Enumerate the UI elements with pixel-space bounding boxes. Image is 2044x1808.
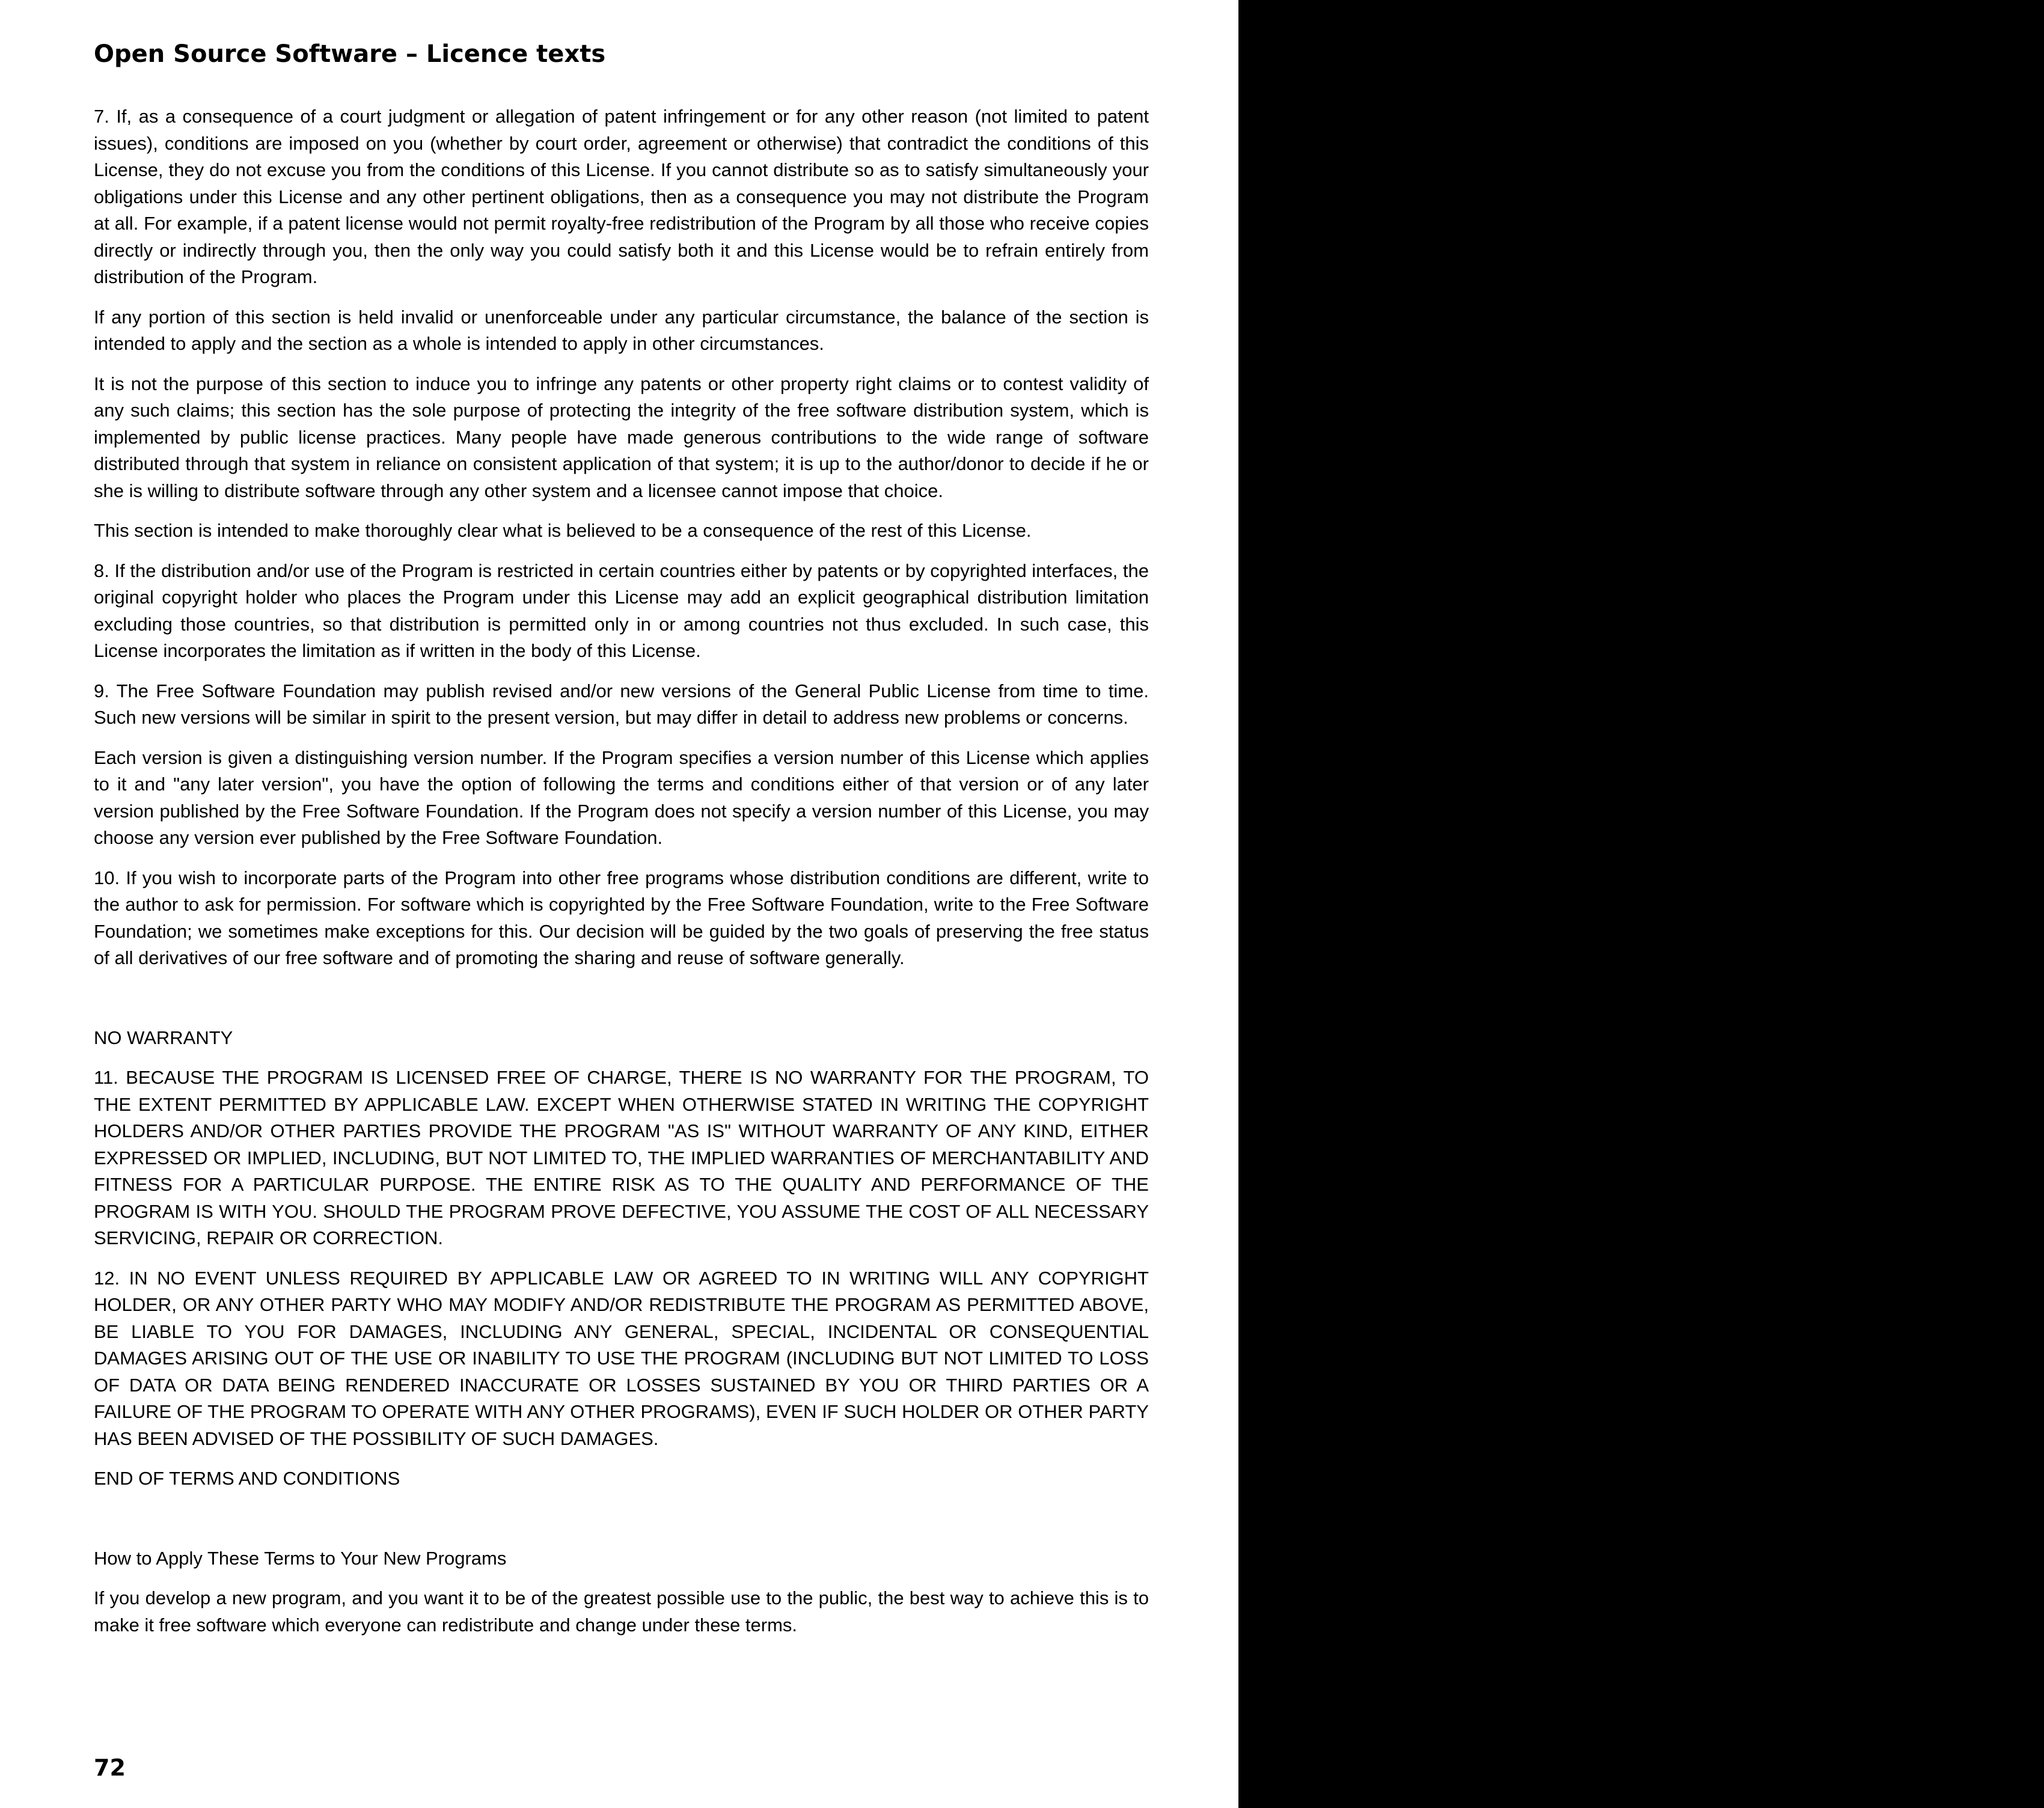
paragraph-section-12: 12. IN NO EVENT UNLESS REQUIRED BY APPLICABLE LAW OR AGREED TO IN WRITING WILL ANY COPYRIGHT HOLDER, OR ANY OTHER PARTY WHO MAY MODIFY AND/OR REDISTRIBUTE THE PROGRAM AS PERMITTED ABOVE, BE LIABLE TO YOU FOR DAMAGES, INCLUDING ANY GENERAL, SPECIAL, INCIDENTAL OR CONSEQUENTIAL DAMAGES ARISING OUT OF THE USE OR INABILITY TO USE THE PROGRAM (INCLUDING BUT NOT LIMITED TO LOSS OF DATA OR DATA BEING RENDERED INACCURATE OR LOSSES SUSTAINED BY YOU OR THIRD PARTIES OR A FAILURE OF THE PROGRAM TO OPERATE WITH ANY OTHER PROGRAMS), EVEN IF SUCH HOLDER OR OTHER PARTY HAS BEEN ADVISED OF THE POSSIBILITY OF SUCH DAMAGES. (94, 1267, 1149, 1449)
paragraph-section-8: 8. If the distribution and/or use of the Program is restricted in certain countries either by patents or by copyrighted interfaces, the original copyright holder who places the Program under this License may add an explicit geographical distribution limitation excluding those countries, so that distribution is permitted only in or among countries not thus excluded. In such case, this License incorporates the limitation as if written in the body of this License. (94, 560, 1149, 661)
paragraph-how-to-apply: If you develop a new program, and you want it to be of the greatest possible use to the public, the best way to achieve this is to make it free software which everyone can redistribute and change under these terms. (94, 1587, 1149, 1635)
end-of-terms: END OF TERMS AND CONDITIONS (94, 1468, 400, 1489)
paragraph-section-purpose: It is not the purpose of this section to induce you to infringe any patents or other property right claims or to contest validity of any such claims; this section has the sole purpose of protecting the integrity of the free software distribution system, which is implemented by public license practices. Many people have made generous contributions to the wide range of software distributed through that system in reliance on consistent application of that system; it is up to the author/donor to decide if he or she is willing to distribute software through any other system and a licensee cannot impose that choice. (94, 373, 1149, 501)
paragraph-section-9: 9. The Free Software Foundation may publish revised and/or new versions of the General Public License from time to time. Such new versions will be similar in spirit to the present version, but may differ in detail to address new problems or concerns. (94, 680, 1149, 728)
heading-no-warranty: NO WARRANTY (94, 1027, 233, 1048)
black-background-panel (1238, 0, 2044, 1808)
paragraph-section-11: 11. BECAUSE THE PROGRAM IS LICENSED FREE OF CHARGE, THERE IS NO WARRANTY FOR THE PROGRAM, TO THE EXTENT PERMITTED BY APPLICABLE LAW. EXCEPT WHEN OTHERWISE STATED IN WRITING THE COPYRIGHT HOLDERS AND/OR OTHER PARTIES PROVIDE THE PROGRAM "AS IS" WITHOUT WARRANTY OF ANY KIND, EITHER EXPRESSED OR IMPLIED, INCLUDING, BUT NOT LIMITED TO, THE IMPLIED WARRANTIES OF MERCHANTABILITY AND FITNESS FOR A PARTICULAR PURPOSE. THE ENTIRE RISK AS TO THE QUALITY AND PERFORMANCE OF THE PROGRAM IS WITH YOU. SHOULD THE PROGRAM PROVE DEFECTIVE, YOU ASSUME THE COST OF ALL NECESSARY SERVICING, REPAIR OR CORRECTION. (94, 1067, 1149, 1248)
paragraph-section-intent: This section is intended to make thoroughly clear what is believed to be a consequence of the rest of this License. (94, 520, 1032, 541)
paragraph-version-number: Each version is given a distinguishing version number. If the Program specifies a version number of this License which applies to it and "any later version", you have the option of following the terms and conditions either of that version or of any later version published by the Free Software Foundation. If the Program does not specify a version number of this License, you may choose any version ever published by the Free Software Foundation. (94, 747, 1149, 848)
paragraph-section-7: 7. If, as a consequence of a court judgment or allegation of patent infringement or for any other reason (not limited to patent issues), conditions are imposed on you (whether by court order, agreement or otherwise) that contradict the conditions of this License, they do not excuse you from the conditions of this License. If you cannot distribute so as to satisfy simultaneously your obligations under this License and any other pertinent obligations, then as a consequence you may not distribute the Program at all. For example, if a patent license would not permit royalty-free redistribution of the Program by all those who receive copies directly or indirectly through you, then the only way you could satisfy both it and this License would be to refrain entirely from distribution of the Program. (94, 106, 1149, 287)
paragraph-invalid-portion: If any portion of this section is held invalid or unenforceable under any particular circumstance, the balance of the section is intended to apply and the section as a whole is intended to apply in other circumstances. (94, 306, 1149, 354)
heading-how-to-apply: How to Apply These Terms to Your New Programs (94, 1547, 507, 1569)
page-title: Open Source Software – Licence texts (94, 40, 606, 68)
paragraph-section-10: 10. If you wish to incorporate parts of the Program into other free programs whose distribution conditions are different, write to the author to ask for permission. For software which is copyrighted by the Free Software Foundation, write to the Free Software Foundation; we sometimes make exceptions for this. Our decision will be guided by the two goals of preserving the free status of all derivatives of our free software and of promoting the sharing and reuse of software generally. (94, 867, 1149, 968)
license-body (94, 103, 1149, 1652)
page-number: 72 (94, 1755, 126, 1781)
